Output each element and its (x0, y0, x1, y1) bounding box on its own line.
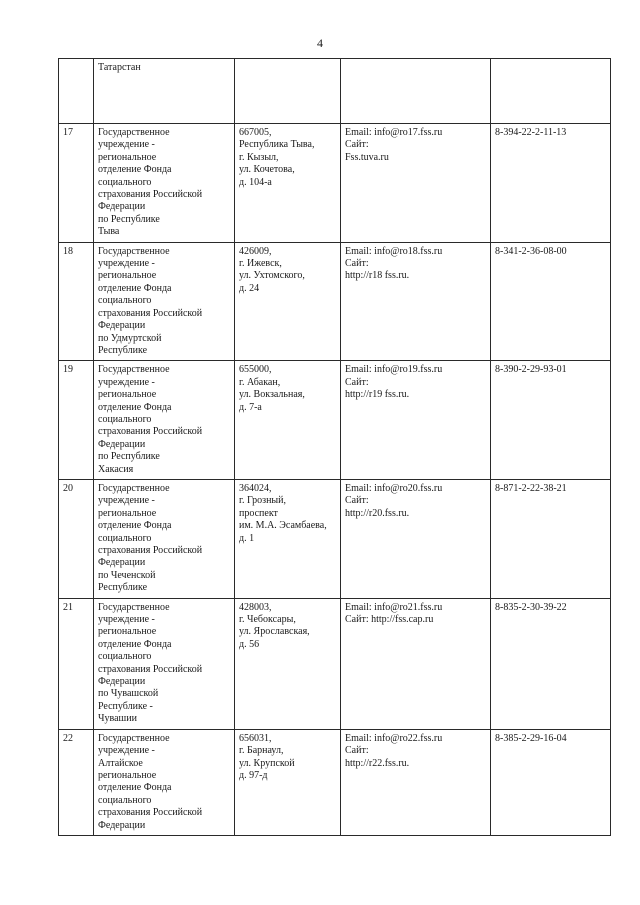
table-row (59, 479, 611, 598)
phone: 8-871-2-22-38-21 (491, 479, 611, 598)
organization-line: региональное (98, 507, 157, 519)
address (235, 124, 341, 243)
address-line: д. 56 (239, 638, 260, 650)
organization-line: Республике - (98, 700, 153, 712)
contact-line: Email: info@ro20.fss.ru (345, 482, 443, 494)
phone: 8-390-2-29-93-01 (491, 361, 611, 480)
table-row (59, 729, 611, 835)
organization-line: Государственное (98, 364, 170, 376)
address-line: 656031, (239, 732, 272, 744)
phone: 8-394-22-2-11-13 (491, 124, 611, 243)
contact-line: http://r20.fss.ru. (345, 507, 410, 519)
organization-line: Чувашии (98, 713, 137, 725)
organization-line: социального (98, 651, 152, 663)
organization-line: страхования Российской (98, 807, 203, 819)
organization-line: отделение Фонда (98, 282, 172, 294)
contact-line: http://r19 fss.ru. (345, 389, 410, 401)
row-number: 20 (59, 479, 94, 598)
table-row (59, 361, 611, 480)
organization-line: региональное (98, 626, 157, 638)
organization-line: страхования Российской (98, 663, 203, 675)
contact-line: Email: info@ro22.fss.ru (345, 732, 443, 744)
table-row (59, 124, 611, 243)
contact-line: Fss.tuva.ru (345, 151, 389, 163)
organization-line: отделение Фонда (98, 782, 172, 794)
address-line: ул. Ухтомского, (239, 270, 305, 282)
organization-line: страхования Российской (98, 307, 203, 319)
address-line: 655000, (239, 364, 272, 376)
organization-name (94, 729, 235, 835)
address-line: д. 1 (239, 532, 255, 544)
contact-line: Сайт: (345, 376, 369, 388)
organization-line: Государственное (98, 601, 170, 613)
address (235, 242, 341, 361)
address-line: д. 7-а (239, 401, 262, 413)
organization-line: Федерации (98, 201, 146, 213)
address (235, 479, 341, 598)
contact-line: Email: info@ro19.fss.ru (345, 364, 443, 376)
organization-line: учреждение - (98, 745, 155, 757)
contact-line: http://r18 fss.ru. (345, 270, 410, 282)
phone: 8-385-2-29-16-04 (491, 729, 611, 835)
organization-line: Федерации (98, 438, 146, 450)
organization-line: по Республике (98, 451, 160, 463)
row-number: 22 (59, 729, 94, 835)
table-row (59, 242, 611, 361)
address-line: проспект (239, 507, 278, 519)
table-row (59, 59, 611, 124)
contact-line: http://r22.fss.ru. (345, 757, 410, 769)
organization-name (94, 361, 235, 480)
organization-line: региональное (98, 270, 157, 282)
address-line: ул. Кочетова, (239, 164, 295, 176)
address (235, 598, 341, 729)
row-number (59, 59, 94, 124)
organization-line: социального (98, 532, 152, 544)
contact-line: Сайт: (345, 495, 369, 507)
contacts (341, 598, 491, 729)
organization-line: Государственное (98, 245, 170, 257)
address-line: ул. Вокзальная, (239, 389, 305, 401)
contact-line: Email: info@ro18.fss.ru (345, 245, 443, 257)
organization-line: Государственное (98, 732, 170, 744)
contact-line: Сайт: (345, 258, 369, 270)
organization-line: социального (98, 176, 152, 188)
address-line: д. 97-д (239, 769, 268, 781)
contact-line: Сайт: http://fss.cap.ru (345, 614, 434, 626)
address-line: г. Абакан, (239, 376, 281, 388)
address-line: д. 104-а (239, 176, 272, 188)
organization-line: Татарстан (98, 62, 141, 73)
fss-offices-table (58, 58, 611, 836)
organization-line: Государственное (98, 127, 170, 138)
address (235, 59, 341, 124)
address (235, 729, 341, 835)
address-line: г. Чебоксары, (239, 614, 296, 626)
organization-line: социального (98, 295, 152, 307)
organization-line: отделение Фонда (98, 401, 172, 413)
organization-line: Федерации (98, 819, 146, 831)
organization-line: учреждение - (98, 376, 155, 388)
organization-line: социального (98, 794, 152, 806)
organization-line: региональное (98, 769, 157, 781)
organization-line: Республике (98, 344, 148, 356)
address-line: г. Ижевск, (239, 258, 282, 270)
contacts (341, 729, 491, 835)
contacts (341, 479, 491, 598)
table-row (59, 598, 611, 729)
organization-line: Федерации (98, 676, 146, 688)
row-number: 21 (59, 598, 94, 729)
organization-line: учреждение - (98, 495, 155, 507)
organization-line: страхования Российской (98, 426, 203, 438)
address-line: ул. Крупской (239, 757, 295, 769)
organization-line: Республике (98, 582, 148, 594)
organization-line: Федерации (98, 320, 146, 332)
row-number: 18 (59, 242, 94, 361)
organization-name (94, 59, 235, 124)
organization-line: по Чувашской (98, 688, 159, 700)
address-line: 426009, (239, 245, 272, 257)
organization-line: отделение Фонда (98, 520, 172, 532)
address-line: 667005, (239, 127, 272, 138)
organization-name (94, 242, 235, 361)
organization-name (94, 124, 235, 243)
phone: 8-341-2-36-08-00 (491, 242, 611, 361)
organization-name (94, 479, 235, 598)
address-line: г. Грозный, (239, 495, 286, 507)
organization-line: учреждение - (98, 258, 155, 270)
organization-line: по Республике (98, 213, 160, 225)
organization-name (94, 598, 235, 729)
contact-line: Сайт: (345, 139, 369, 151)
address-line: д. 24 (239, 282, 260, 294)
contact-line: Email: info@ro17.fss.ru (345, 127, 443, 138)
page-number: 4 (317, 36, 323, 50)
organization-line: Государственное (98, 482, 170, 494)
address-line: г. Барнаул, (239, 745, 284, 757)
organization-line: региональное (98, 151, 157, 163)
contacts (341, 124, 491, 243)
organization-line: социального (98, 413, 152, 425)
organization-line: Хакасия (98, 463, 134, 475)
row-number: 19 (59, 361, 94, 480)
row-number: 17 (59, 124, 94, 243)
address-line: им. М.А. Эсамбаева, (239, 520, 327, 532)
phone (491, 59, 611, 124)
organization-line: отделение Фонда (98, 638, 172, 650)
phone: 8-835-2-30-39-22 (491, 598, 611, 729)
organization-line: отделение Фонда (98, 164, 172, 176)
organization-line: страхования Российской (98, 189, 203, 201)
organization-line: учреждение - (98, 614, 155, 626)
organization-line: Алтайское (98, 757, 143, 769)
contact-line: Сайт: (345, 745, 369, 757)
address-line: Республика Тыва, (239, 139, 315, 151)
organization-line: страхования Российской (98, 545, 203, 556)
contact-line: Email: info@ro21.fss.ru (345, 601, 443, 613)
organization-line: по Удмуртской (98, 332, 162, 344)
address-line: 364024, (239, 482, 272, 494)
address (235, 361, 341, 480)
address-line: 428003, (239, 601, 272, 613)
organization-line: по Чеченской (98, 569, 156, 581)
contacts (341, 59, 491, 124)
organization-line: региональное (98, 389, 157, 401)
organization-line: учреждение - (98, 139, 155, 151)
address-line: ул. Ярославская, (239, 626, 310, 638)
contacts (341, 242, 491, 361)
contacts (341, 361, 491, 480)
address-line: г. Кызыл, (239, 151, 279, 163)
organization-line: Тыва (98, 226, 120, 238)
organization-line: Федерации (98, 557, 146, 569)
